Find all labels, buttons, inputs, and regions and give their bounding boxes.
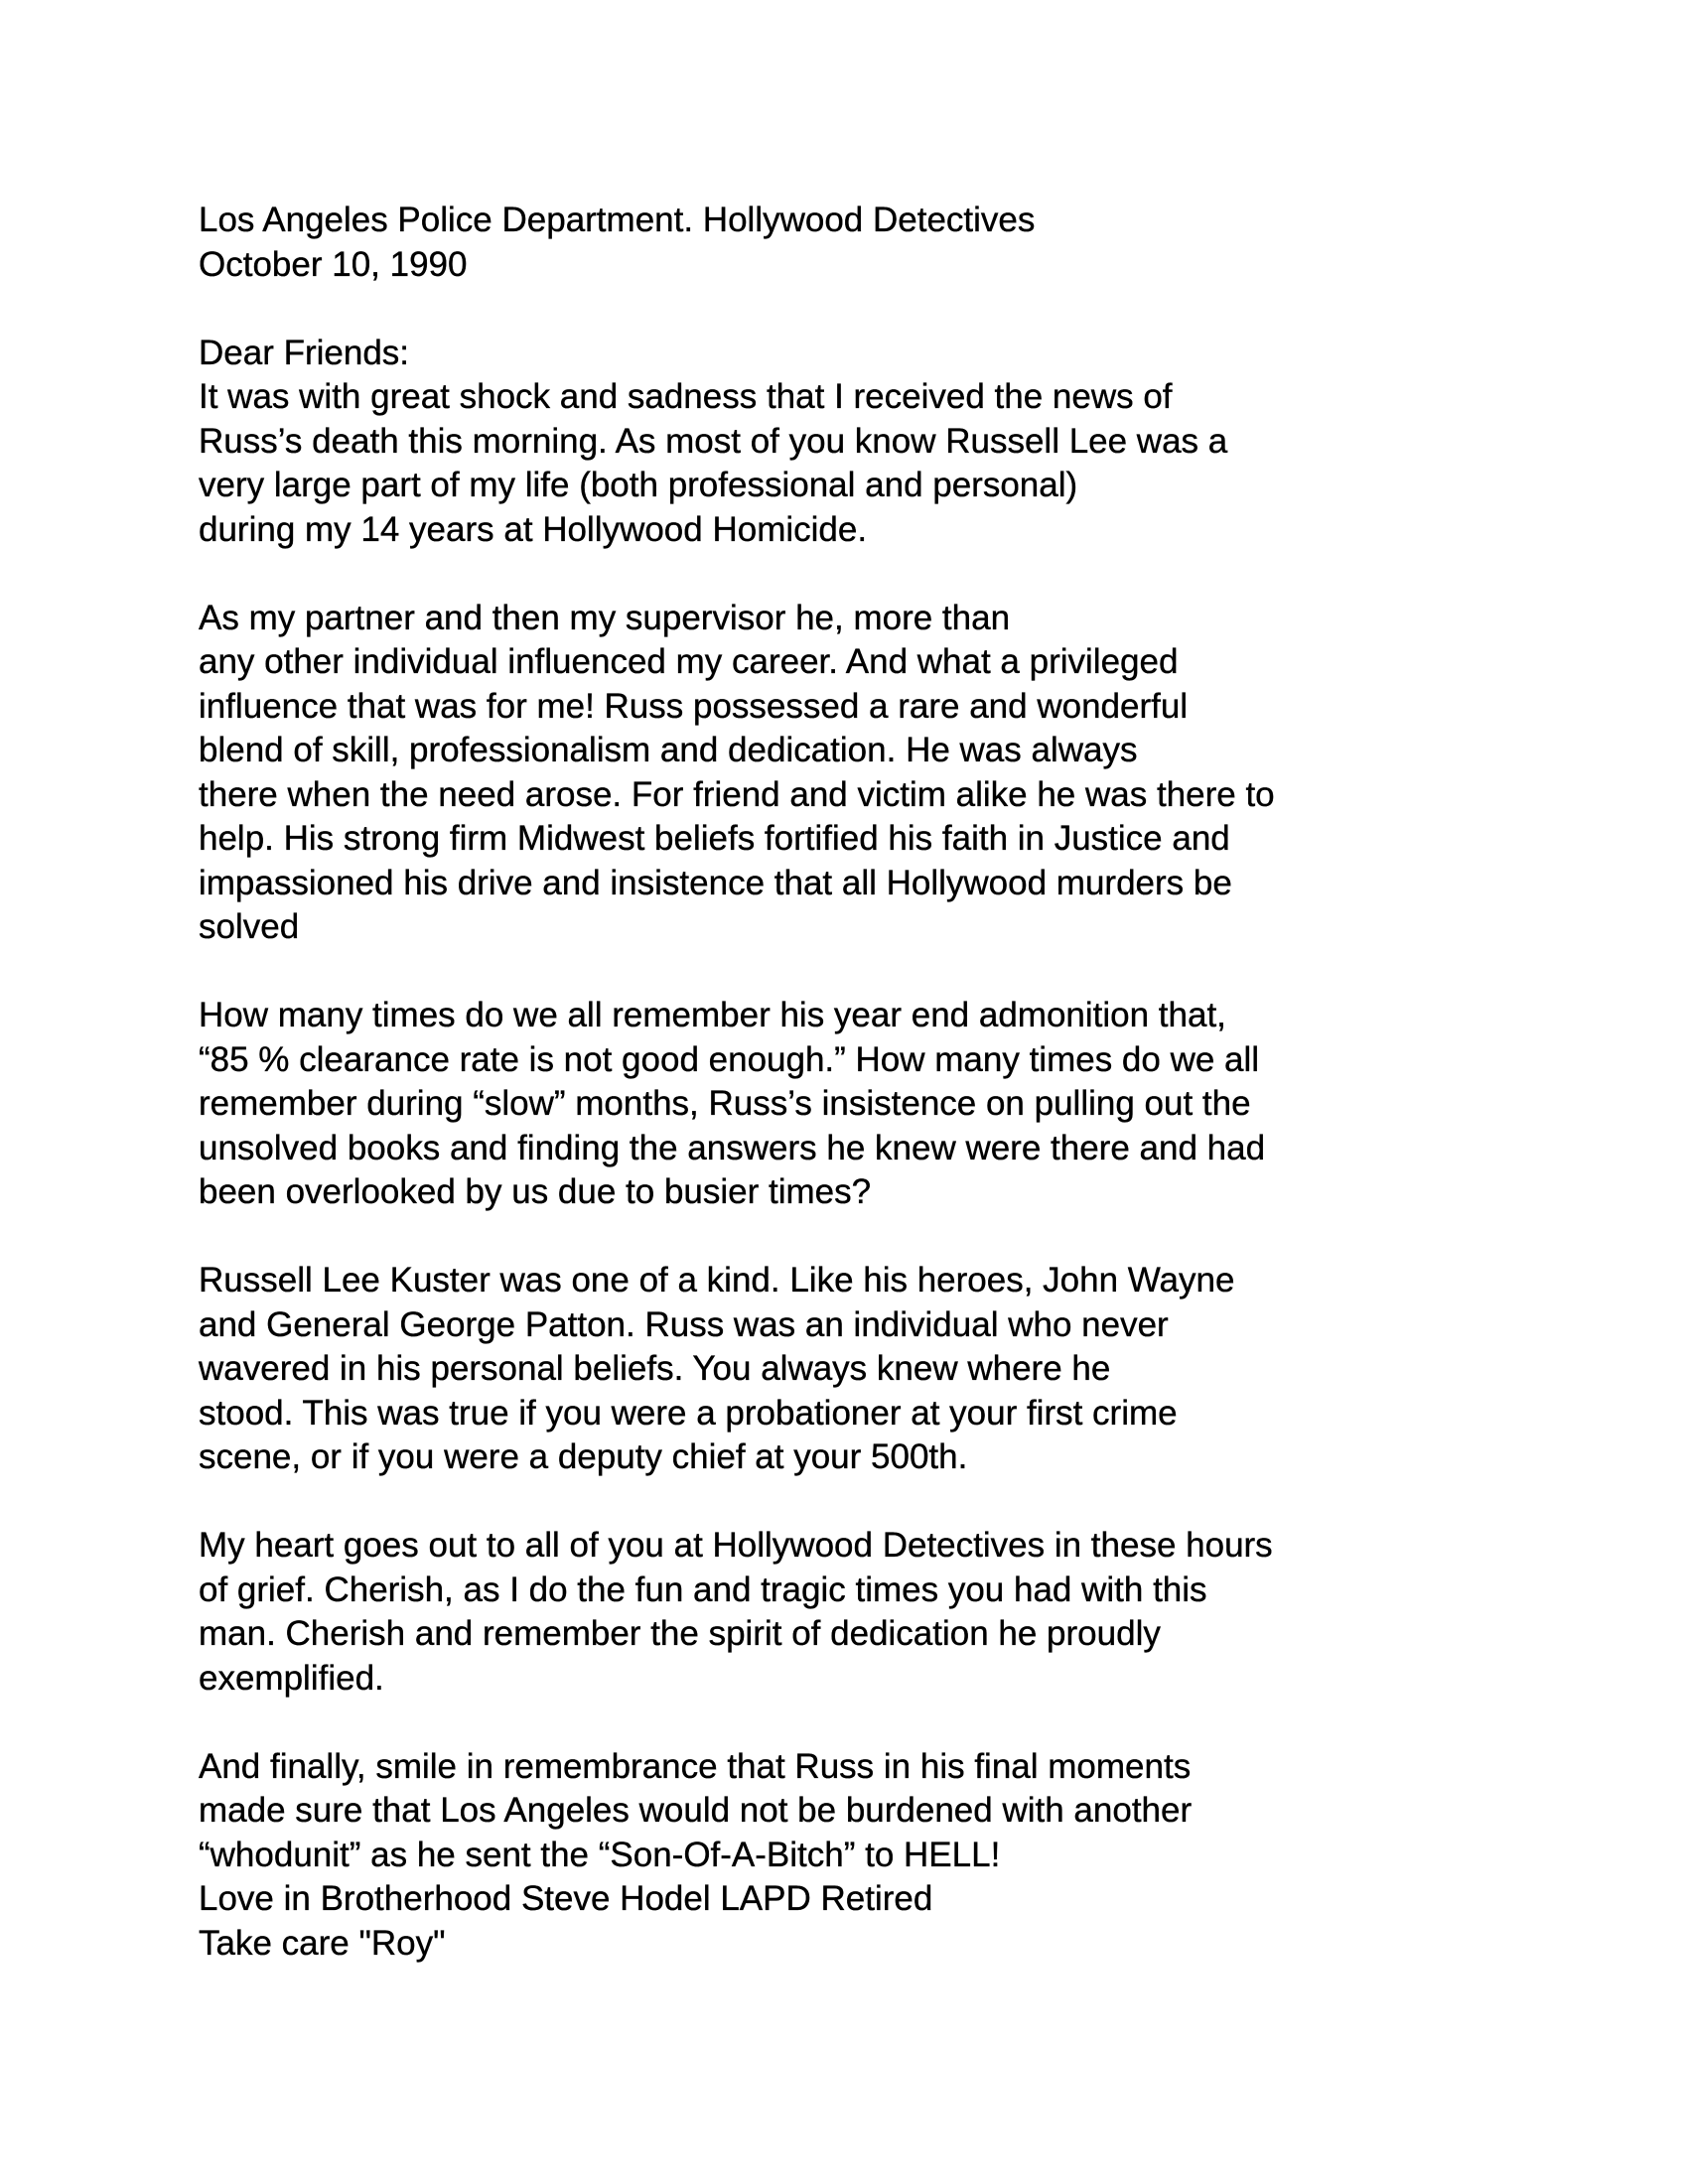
- salutation: Dear Friends:: [199, 333, 410, 372]
- letter-header: Los Angeles Police Department. Hollywood Detectives: [199, 201, 1036, 239]
- paragraph-line: and General George Patton. Russ was an individual who never: [199, 1304, 1169, 1344]
- spacer: [199, 1701, 1509, 1745]
- paragraph-line: there when the need arose. For friend and victim alike he was there to: [199, 774, 1275, 814]
- paragraph-line: influence that was for me! Russ possessed a rare and wonderful: [199, 686, 1189, 726]
- paragraph-1: [199, 375, 1509, 552]
- paragraph-line: impassioned his drive and insistence that all Hollywood murders be: [199, 863, 1232, 902]
- paragraph-4: [199, 1259, 1509, 1480]
- spacer: [199, 950, 1509, 995]
- paragraph-line: stood. This was true if you were a probationer at your first crime: [199, 1393, 1178, 1433]
- paragraph-line: been overlooked by us due to busier times?: [199, 1172, 872, 1211]
- paragraph-line: made sure that Los Angeles would not be burdened with another: [199, 1791, 1193, 1830]
- spacer: [199, 287, 1509, 332]
- paragraph-line: How many times do we all remember his year end admonition that,: [199, 996, 1226, 1034]
- paragraph-line: of grief. Cherish, as I do the fun and tragic times you had with this: [199, 1570, 1207, 1609]
- paragraph-line: unsolved books and finding the answers he knew were there and had: [199, 1128, 1266, 1167]
- paragraph-line: And finally, smile in remembrance that Russ in his final moments: [199, 1746, 1192, 1786]
- paragraph-line: “85 % clearance rate is not good enough.” How many times do we all: [199, 1039, 1260, 1079]
- spacer: [199, 552, 1509, 597]
- paragraph-3: [199, 994, 1509, 1215]
- paragraph-line: “whodunit” as he sent the “Son-Of-A-Bitch” to HELL!: [199, 1835, 1001, 1874]
- paragraph-line: help. His strong firm Midwest beliefs fortified his faith in Justice and: [199, 819, 1230, 858]
- spacer: [199, 1480, 1509, 1525]
- paragraph-line: blend of skill, professionalism and dedication. He was always: [199, 731, 1138, 769]
- paragraph-line: man. Cherish and remember the spirit of dedication he proudly: [199, 1614, 1161, 1653]
- paragraph-line: scene, or if you were a deputy chief at your 500th.: [199, 1437, 968, 1476]
- letter-page: [199, 199, 1509, 1966]
- paragraph-line: during my 14 years at Hollywood Homicide.: [199, 509, 868, 549]
- spacer: [199, 1215, 1509, 1260]
- paragraph-line: very large part of my life (both professional and personal): [199, 466, 1078, 504]
- paragraph-line: exemplified.: [199, 1658, 384, 1698]
- paragraph-line: Russell Lee Kuster was one of a kind. Like his heroes, John Wayne: [199, 1261, 1235, 1299]
- postscript-line: Take care "Roy": [199, 1923, 446, 1963]
- paragraph-line: My heart goes out to all of you at Hollywood Detectives in these hours: [199, 1526, 1273, 1565]
- paragraph-line: Russ’s death this morning. As most of you know Russell Lee was a: [199, 421, 1228, 461]
- paragraph-line: It was with great shock and sadness that I received the news of: [199, 377, 1173, 416]
- paragraph-line: As my partner and then my supervisor he, more than: [199, 598, 1011, 637]
- paragraph-2: [199, 597, 1509, 950]
- paragraph-6: [199, 1745, 1509, 1878]
- signature-line: Love in Brotherhood Steve Hodel LAPD Retired: [199, 1879, 933, 1918]
- paragraph-line: remember during “slow” months, Russ’s insistence on pulling out the: [199, 1084, 1251, 1123]
- paragraph-line: wavered in his personal beliefs. You always knew where he: [199, 1349, 1111, 1388]
- paragraph-line: solved: [199, 907, 300, 946]
- paragraph-line: any other individual influenced my career. And what a privileged: [199, 642, 1179, 681]
- letter-date: October 10, 1990: [199, 244, 468, 284]
- paragraph-5: [199, 1524, 1509, 1701]
